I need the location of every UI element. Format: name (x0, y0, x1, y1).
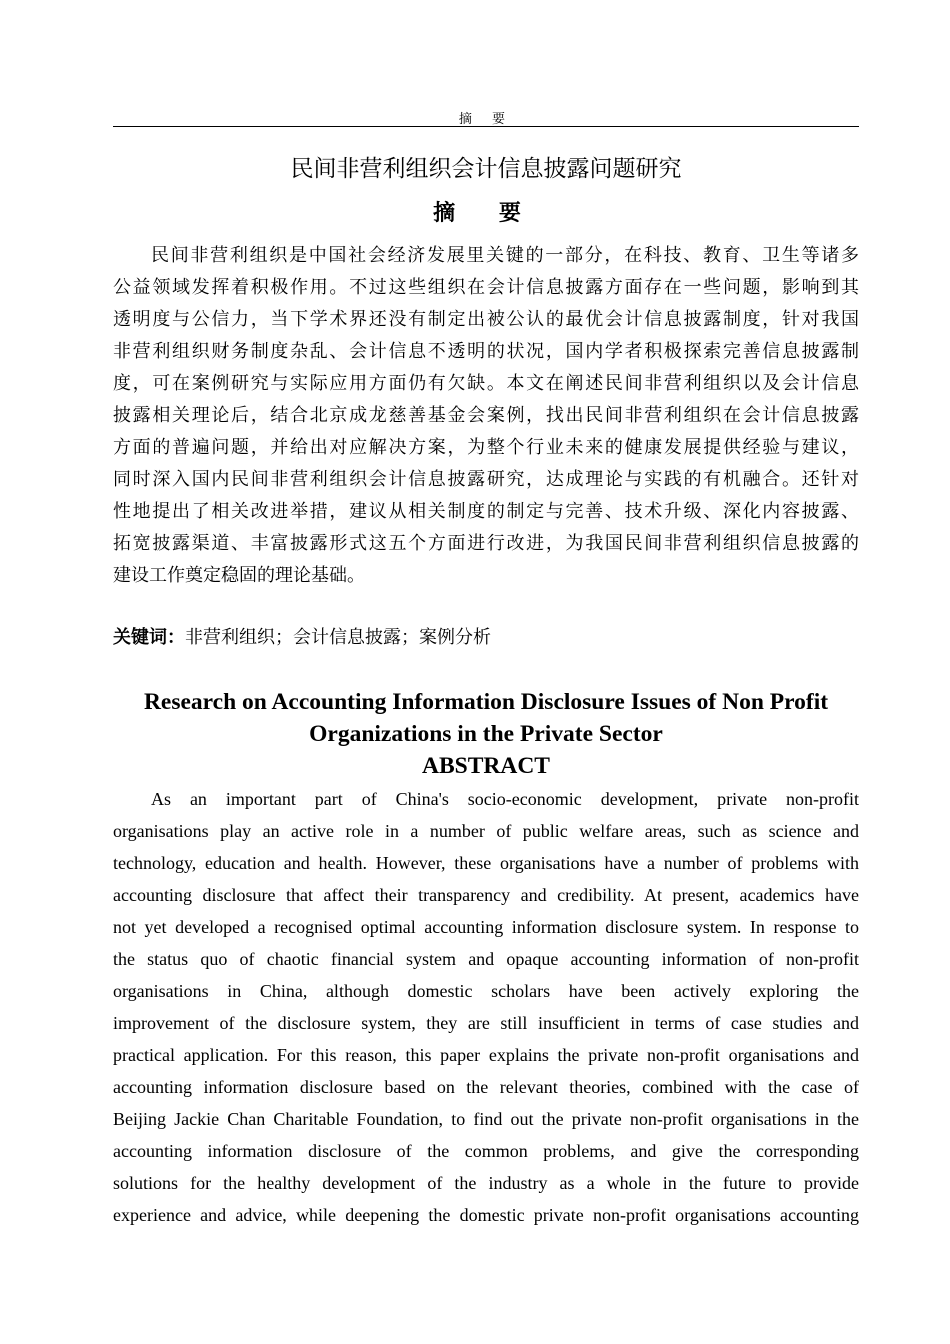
english-abstract-line: accounting disclosure that affect their transparency and credibility. At present, academics have (113, 885, 859, 905)
chinese-abstract-line: 度，可在案例研究与实际应用方面仍有欠缺。本文在阐述民间非营利组织以及会计信息 (113, 373, 859, 394)
keywords-label: 关键词： (113, 627, 185, 648)
chinese-abstract-line: 建设工作奠定稳固的理论基础。 (113, 565, 365, 586)
english-title (113, 686, 859, 782)
chinese-abstract-line: 民间非营利组织是中国社会经济发展里关键的一部分，在科技、教育、卫生等诸多 (151, 245, 859, 266)
chinese-abstract-line: 公益领域发挥着积极作用。不过这些组织在会计信息披露方面存在一些问题，影响到其 (113, 277, 859, 298)
english-title-line: Organizations in the Private Sector (309, 721, 663, 747)
keywords-text: 非营利组织；会计信息披露；案例分析 (185, 627, 491, 648)
english-abstract-line: improvement of the disclosure system, they are still insufficient in terms of case studies and (113, 1013, 859, 1033)
chinese-abstract-heading: 摘 要 (433, 201, 539, 226)
chinese-abstract-line: 透明度与公信力，当下学术界还没有制定出被公认的最优会计信息披露制度，针对我国 (113, 309, 859, 330)
chinese-abstract-line: 拓宽披露渠道、丰富披露形式这五个方面进行改进，为我国民间非营利组织信息披露的 (113, 533, 859, 554)
english-abstract-body (113, 783, 859, 1231)
chinese-abstract-body (113, 240, 859, 592)
chinese-abstract-line: 非营利组织财务制度杂乱、会计信息不透明的状况，国内学者积极探索完善信息披露制 (113, 341, 859, 362)
english-title-line: Research on Accounting Information Disclosure Issues of Non Profit (143, 689, 829, 715)
chinese-abstract-line: 同时深入国内民间非营利组织会计信息披露研究，达成理论与实践的有机融合。还针对 (113, 469, 859, 490)
english-abstract-line: organisations play an active role in a number of public welfare areas, such as science and (113, 821, 859, 841)
english-abstract-line: practical application. For this reason, this paper explains the private non-profit organisations and (113, 1045, 859, 1065)
english-abstract-line: not yet developed a recognised optimal accounting information disclosure system. In response to (113, 917, 859, 937)
chinese-abstract-line: 披露相关理论后，结合北京成龙慈善基金会案例，找出民间非营利组织在会计信息披露 (113, 405, 859, 426)
keywords (113, 622, 491, 654)
english-abstract-line: Beijing Jackie Chan Charitable Foundation, to find out the private non-profit organisations in the (113, 1109, 859, 1129)
english-abstract-line: As an important part of China's socio-economic development, private non-profit (151, 789, 859, 809)
english-abstract-line: accounting information disclosure of the common problems, and give the corresponding (113, 1141, 859, 1161)
english-abstract-line: experience and advice, while deepening the domestic private non-profit organisations accounting (113, 1205, 859, 1225)
english-abstract-line: technology, education and health. However, these organisations have a number of problems with (113, 853, 859, 873)
english-abstract-line: the status quo of chaotic financial system and opaque accounting information of non-profit (113, 949, 859, 969)
chinese-abstract-line: 方面的普遍问题，并给出对应解决方案，为整个行业未来的健康发展提供经验与建议， (113, 437, 859, 458)
header-rule (113, 126, 859, 127)
running-header: 摘 要 (458, 112, 514, 127)
chinese-title: 民间非营利组织会计信息披露问题研究 (290, 156, 682, 182)
chinese-abstract-line: 性地提出了相关改进举措，建议从相关制度的制定与完善、技术升级、深化内容披露、 (113, 501, 859, 522)
english-abstract-line: accounting information disclosure based on the relevant theories, combined with the case of (113, 1077, 859, 1097)
english-abstract-line: organisations in China, although domestic scholars have been actively exploring the (113, 981, 859, 1001)
english-abstract-heading: ABSTRACT (422, 753, 550, 779)
english-abstract-line: solutions for the healthy development of the industry as a whole in the future to provide (113, 1173, 859, 1193)
